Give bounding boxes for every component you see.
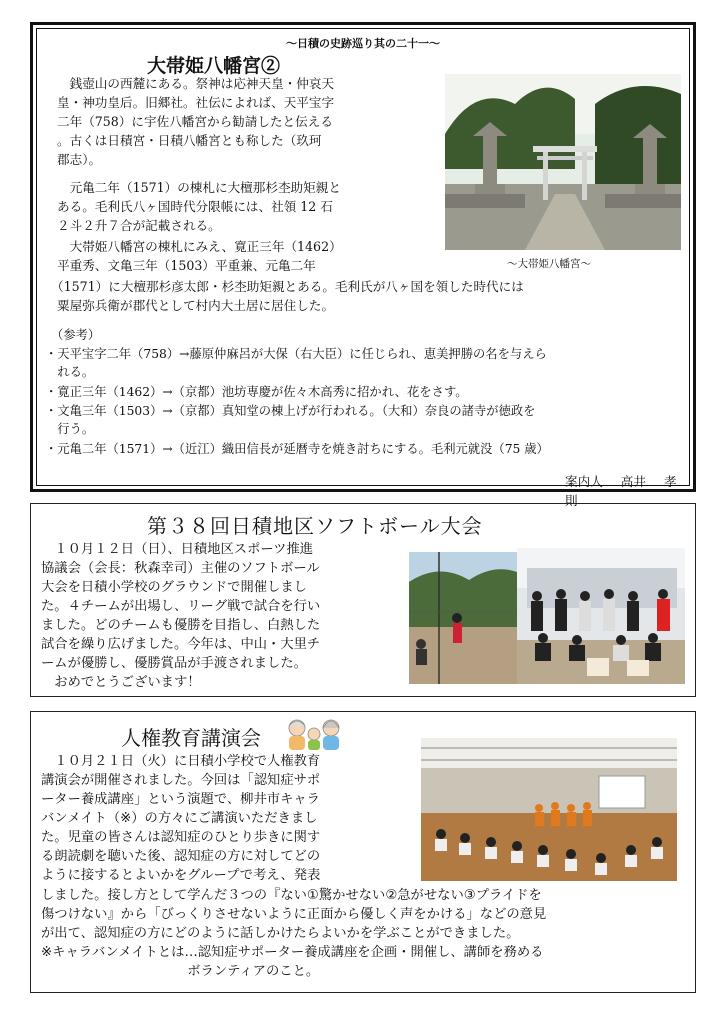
reference-item: ・天平宝字二年（758）→藤原仲麻呂が大保（右大臣）に任じられ、恵美押勝の名を与えら	[45, 347, 547, 361]
lecture-gym-photo	[421, 738, 677, 881]
paragraph-line: 大帯姫八幡宮の棟札にみえ、寛正三年（1462）	[57, 239, 342, 254]
photo-caption: ～大帯姫八幡宮～	[507, 258, 591, 270]
paragraph-line: た。児童の皆さんは認知症のひとり歩きに関す	[41, 830, 321, 845]
paragraph-line: ームが優勝し、優勝賞品が手渡されました。	[41, 656, 307, 671]
paragraph-line: １０月１２日（日）、日積地区スポーツ推進	[41, 542, 314, 557]
section-title: 第３８回日積地区ソフトボール大会	[147, 514, 483, 538]
paragraph-line: ２斗２升７合が記載される。	[57, 218, 221, 233]
paragraph-line: 傷つけない』から「びっくりさせないように正面から優しく声をかける」などの意見	[41, 907, 547, 922]
reference-item: ・寛正三年（1462）→（京都）池坊専慶が佐々木高秀に招かれ、花をさす。	[45, 385, 468, 399]
reference-item: ・元亀二年（1571）→（近江）織田信長が延暦寺を焼き討ちにする。毛利元就没（75 歳）	[45, 442, 549, 456]
paragraph-line: 試合を繰り広げました。今年は、中山・大里チ	[41, 637, 321, 652]
paragraph-line: が出て、認知症の方にどのように話しかけたらよいかを学ぶことができました。	[41, 926, 520, 941]
softball-team-photo	[517, 548, 685, 684]
section-title: 人権教育講演会	[121, 726, 261, 750]
paragraph-line: しました。接し方として学んだ３つの『ない①驚かせない②急がせない③プライドを	[41, 888, 542, 903]
paragraph-line: バンメイト（※）の方々にご講演いただきまし	[41, 811, 318, 826]
paragraph-line: おめでとうございます！	[41, 675, 201, 690]
history-section	[30, 22, 696, 508]
reference-item: 行う。	[45, 422, 95, 436]
reference-item: ・文亀三年（1503）→（京都）真知堂の棟上げが行われる。（大和）奈良の諸寺が徳政を	[45, 404, 536, 418]
paragraph-line: る朗読劇を聴いた後、認知症の方に対してどの	[41, 849, 321, 864]
softball-section	[30, 503, 696, 697]
paragraph-line: ーター養成講座」という演題で、柳井市キャラ	[41, 792, 320, 807]
paragraph-line: 。古くは日積宮・日積八幡宮とも称した（玖珂	[57, 133, 322, 148]
paragraph-line: ました。どのチームも優勝を目指し、白熱した	[41, 618, 321, 633]
paragraph-line: 大会を日積小学校のグラウンドで開催しまし	[41, 580, 307, 595]
reference-heading: （参考）	[51, 328, 101, 342]
paragraph-line: ある。毛利氏八ヶ国時代分限帳には、社領 12 石	[57, 199, 333, 214]
shrine-photo	[445, 74, 681, 250]
paragraph-line: 平重秀、文亀三年（1503）平重兼、元亀二年	[57, 258, 316, 273]
guide-credit: 案内人 高井 孝則	[565, 474, 677, 508]
human-rights-lecture-section	[30, 711, 696, 993]
paragraph-line: 元亀二年（1571）の棟札に大檀那杉杢助矩親と	[57, 180, 341, 195]
paragraph-line: 銭壺山の西麓にある。祭神は応神天皇・仲哀天	[57, 76, 335, 91]
paragraph-line: 協議会（会長：秋森幸司）主催のソフトボール	[41, 561, 320, 576]
softball-game-photo	[409, 552, 527, 684]
paragraph-line: （1571）に大檀那杉彦太郎・杉杢助矩親とある。毛利氏が八ヶ国を領した時代には	[51, 279, 524, 294]
paragraph-line: ボランティアのこと。	[41, 964, 320, 979]
paragraph-line: た。４チームが出場し、リーグ戦で試合を行い	[41, 599, 321, 614]
section-title: 大帯姫八幡宮②	[147, 55, 281, 77]
paragraph-line: ※キャラバンメイトとは…認知症サポーター養成講座を企画・開催し、講師を務める	[41, 945, 544, 960]
series-header: ～日積の史跡巡り其の二十一～	[286, 37, 440, 50]
paragraph-line: 皇・神功皇后。旧郷社。社伝によれば、天平宝字	[57, 95, 335, 110]
paragraph-line: 二年（758）に宇佐八幡宮から勧請したと伝える	[57, 114, 333, 129]
paragraph-line: ように接するとよいかをグループで考え、発表	[41, 868, 321, 883]
paragraph-line: 粟屋弥兵衛が郡代として村内大土居に居住した。	[57, 298, 335, 313]
history-inner-border	[36, 28, 690, 508]
paragraph-line: １０月２１日（火）に日積小学校で人権教育	[41, 754, 321, 769]
reference-item: れる。	[45, 365, 95, 379]
family-illustration-icon	[285, 716, 343, 752]
paragraph-line: 講演会が開催されました。今回は「認知症サポ	[41, 773, 321, 788]
paragraph-line: 郡志）。	[57, 152, 102, 167]
